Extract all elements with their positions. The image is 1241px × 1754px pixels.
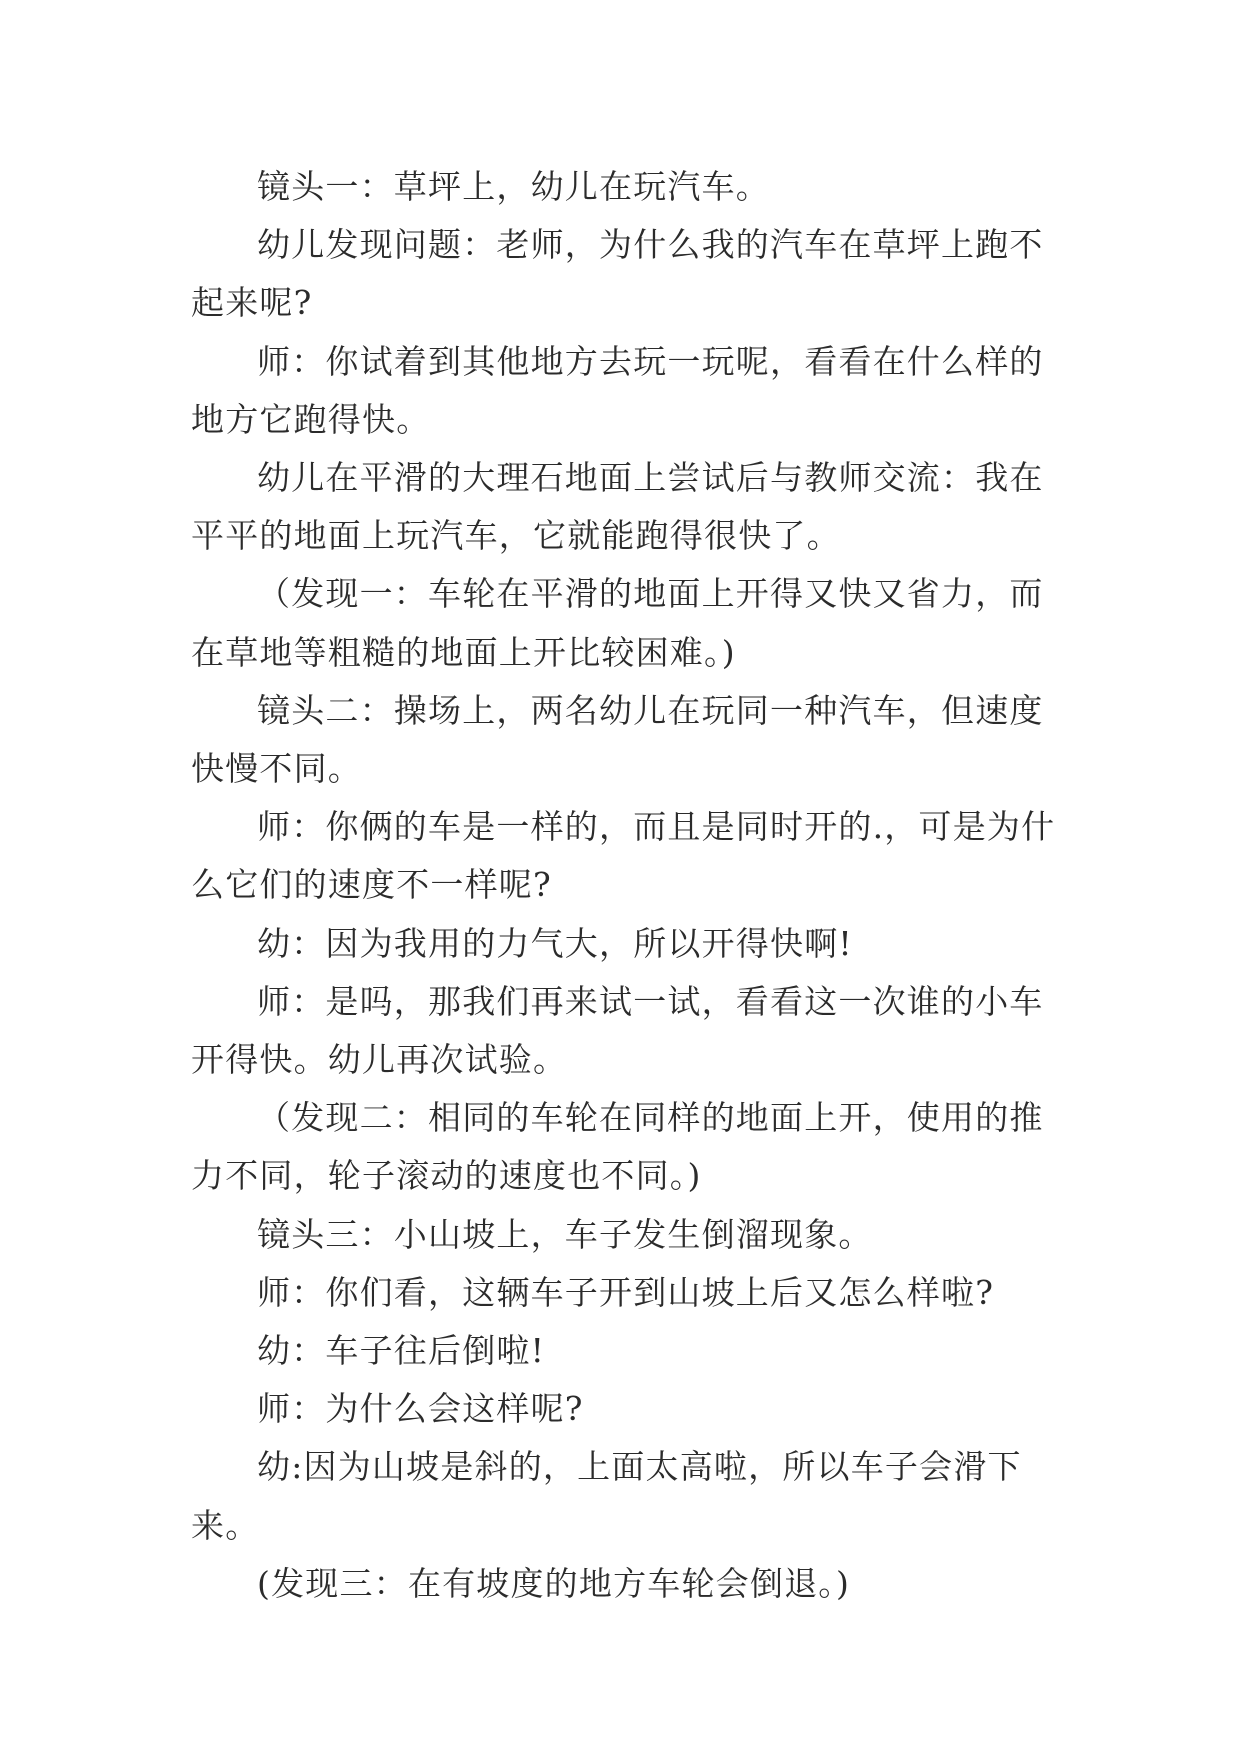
paragraph-retry: 师：是吗，那我们再来试一试，看看这一次谁的小车开得快。幼儿再次试验。 [191, 981, 1044, 1080]
paragraph-child-question: 幼儿发现问题：老师，为什么我的汽车在草坪上跑不起来呢? [191, 225, 1044, 323]
paragraph-child-report: 幼儿在平滑的大理石地面上尝试后与教师交流：我在平平的地面上玩汽车，它就能跑得很快了。 [191, 458, 1044, 556]
paragraph-child-rollback: 幼：车子往后倒啦! [257, 1331, 546, 1371]
paragraph-scene-one: 镜头一：草坪上，幼儿在玩汽车。 [257, 167, 770, 206]
paragraph-teacher-suggestion: 师：你试着到其他地方去玩一玩呢，看看在什么样的地方它跑得快。 [191, 341, 1044, 439]
paragraph-teacher-question: 师：你俩的车是一样的，而且是同时开的.，可是为什么它们的速度不一样呢? [191, 807, 1056, 905]
document-body [191, 158, 1067, 1613]
paragraph-teacher-look: 师：你们看，这辆车子开到山坡上后又怎么样啦? [257, 1272, 995, 1312]
paragraph-child-explain: 幼:因为山坡是斜的，上面太高啦，所以车子会滑下来。 [191, 1447, 1022, 1545]
paragraph-teacher-why: 师：为什么会这样呢? [257, 1389, 584, 1429]
paragraph-child-answer: 幼：因为我用的力气大，所以开得快啊! [257, 923, 853, 963]
paragraph-finding-one: （发现一：车轮在平滑的地面上开得又快又省力，而在草地等粗糙的地面上开比较困难。) [191, 574, 1044, 672]
paragraph-finding-three: (发现三：在有坡度的地方车轮会倒退。) [257, 1563, 851, 1603]
paragraph-scene-two: 镜头二：操场上，两名幼儿在玩同一种汽车，但速度快慢不同。 [191, 690, 1044, 789]
paragraph-finding-two: （发现二：相同的车轮在同样的地面上开，使用的推力不同，轮子滚动的速度也不同。) [191, 1098, 1044, 1196]
paragraph-scene-three: 镜头三：小山坡上，车子发生倒溜现象。 [257, 1214, 873, 1254]
